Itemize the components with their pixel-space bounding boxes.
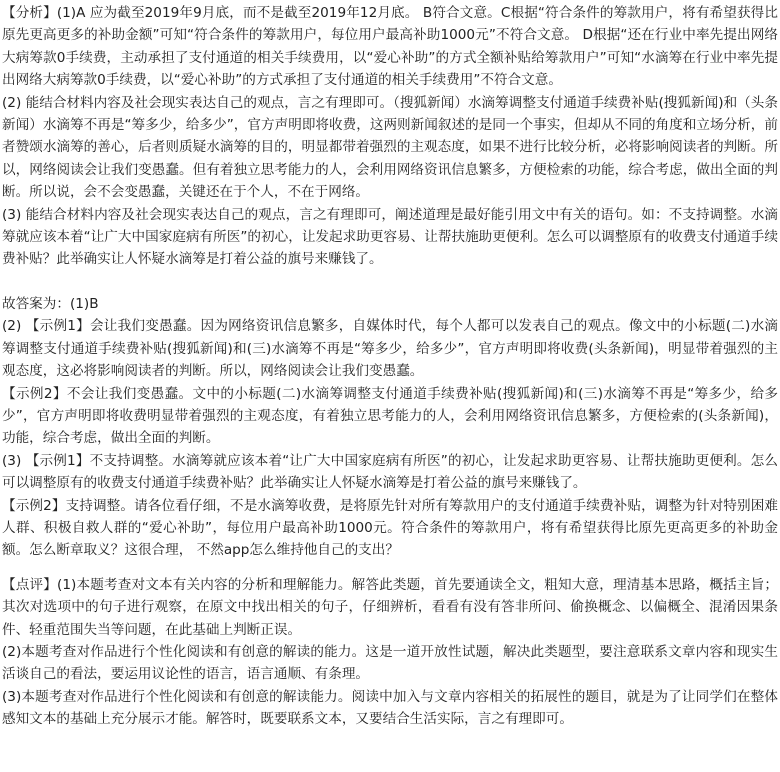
comment-section: [2, 574, 778, 731]
answer-paragraph-3: 【示例2】不会让我们变愚蠢。文中的小标题(二)水滴筹调整支付通道手续费补贴(搜狐新闻)和(三)水滴筹不再是“筹多少，给多少”，官方声明即将收费明显带着强烈的主观态度，有着独立思考能力的人，会利用网络资讯信息繁多，方便检索的(头条新闻)，功能，综合考虑，做出全面的判断。: [2, 385, 778, 447]
answer-paragraph-5: 【示例2】支持调整。请各位看仔细，不是水滴筹收费，是将原先针对所有筹款用户的支付通道手续费补贴，调整为针对特别困难人群、积极自救人群的“爱心补助”，每位用户最高补助1000元。符合条件的筹款用户，将有希望获得比原先更高更多的补助金额。怎么断章取义？这很合理， 不然app怎么维持他自己的支出？: [2, 497, 778, 559]
analysis-paragraph-2: (2) 能结合材料内容及社会现实表达自己的观点，言之有理即可。（搜狐新闻）水滴筹调整支付通道手续费补贴(搜狐新闻)和（头条新闻）水滴筹不再是“筹多少，给多少”，官方声明即将收费，这两则新闻叙述的是同一个事实，但却从不同的角度和立场分析，前者赞颂水滴筹的善心，后者则质疑水滴筹的目的，明显都带着强烈的主观态度，如果不进行比较分析，必将影响阅读者的判断。所以，网络阅读会让我们变愚蠢。但有着独立思考能力的人，会利用网络资讯信息繁多，方便检索的功能，综合考虑，做出全面的判断。所以说，会不会变愚蠢，关键还在于个人，不在于网络。: [2, 94, 778, 201]
comment-paragraph-2: (2)本题考查对作品进行个性化阅读和有创意的解读的能力。这是一道开放性试题，解决此类题型，要注意联系文章内容和现实生活谈自己的看法，要运用议论性的语言，语言通顺、有条理。: [2, 643, 778, 683]
analysis-paragraph-3: (3) 能结合材料内容及社会现实表达自己的观点，言之有理即可，阐述道理是最好能引用文中有关的语句。如：不支持调整。水滴筹就应该本着“让广大中国家庭病有所医”的初心，让发起求助更容易、让帮扶施助更便利。怎么可以调整原有的收费支付通道手续费补贴？此举确实让人怀疑水滴筹是打着公益的旗号来赚钱了。: [2, 206, 778, 268]
comment-paragraph-3: (3)本题考查对作品进行个性化阅读和有创意的解读能力。阅读中加入与文章内容相关的拓展性的题目，就是为了让同学们在整体感知文本的基础上充分展示才能。解答时，既要联系文本，又要结合生活实际，言之有理即可。: [2, 688, 778, 728]
answer-section: [2, 293, 778, 562]
analysis-paragraph-1: 【分析】(1)A 应为截至2019年9月底，而不是截至2019年12月底。 B符合文意。C根据“符合条件的筹款用户，将有希望获得比原先更高更多的补助金额”可知“符合条件的筹款用户，每位用户最高补助1000元”不符合文意。 D根据“还在行业中率先提出网络大病筹款0手续费，主动承担了支付通道的相关手续费用，以“爱心补助”的方式全额补贴给筹款用户”可知“水滴筹在行业中率先提出网络大病筹款0手续费，以“爱心补助”的方式承担了支付通道的相关手续费用”不符合文意。: [2, 5, 778, 89]
section-spacer: [2, 271, 778, 293]
answer-paragraph-2: (2) 【示例1】会让我们变愚蠢。因为网络资讯信息繁多，自媒体时代，每个人都可以发表自己的观点。像文中的小标题(二)水滴筹调整支付通道手续费补贴(搜狐新闻)和(三)水滴筹不再是“筹多少，给多少”，官方声明即将收费(头条新闻)，明显带着强烈的主观态度，这必将影响阅读者的判断。所以，网络阅读会让我们变愚蠢。: [2, 318, 778, 380]
answer-paragraph-4: (3) 【示例1】不支持调整。水滴筹就应该本着“让广大中国家庭病有所医”的初心，让发起求助更容易、让帮扶施助更便利。怎么可以调整原有的收费支付通道手续费补贴？此举确实让人怀疑水滴筹是打着公益的旗号来赚钱了。: [2, 452, 778, 492]
section-spacer: [2, 562, 778, 574]
comment-paragraph-1: 【点评】(1)本题考查对文本有关内容的分析和理解能力。解答此类题，首先要通读全文，粗知大意，理清基本思路，概括主旨；其次对选项中的句子进行观察，在原文中找出相关的句子，仔细辨析，看看有没有答非所问、偷换概念、以偏概全、混淆因果条件、轻重范围失当等问题，在此基础上判断正误。: [2, 576, 778, 638]
analysis-section: [2, 2, 778, 271]
answer-paragraph-1: 故答案为：(1)B: [2, 295, 99, 312]
